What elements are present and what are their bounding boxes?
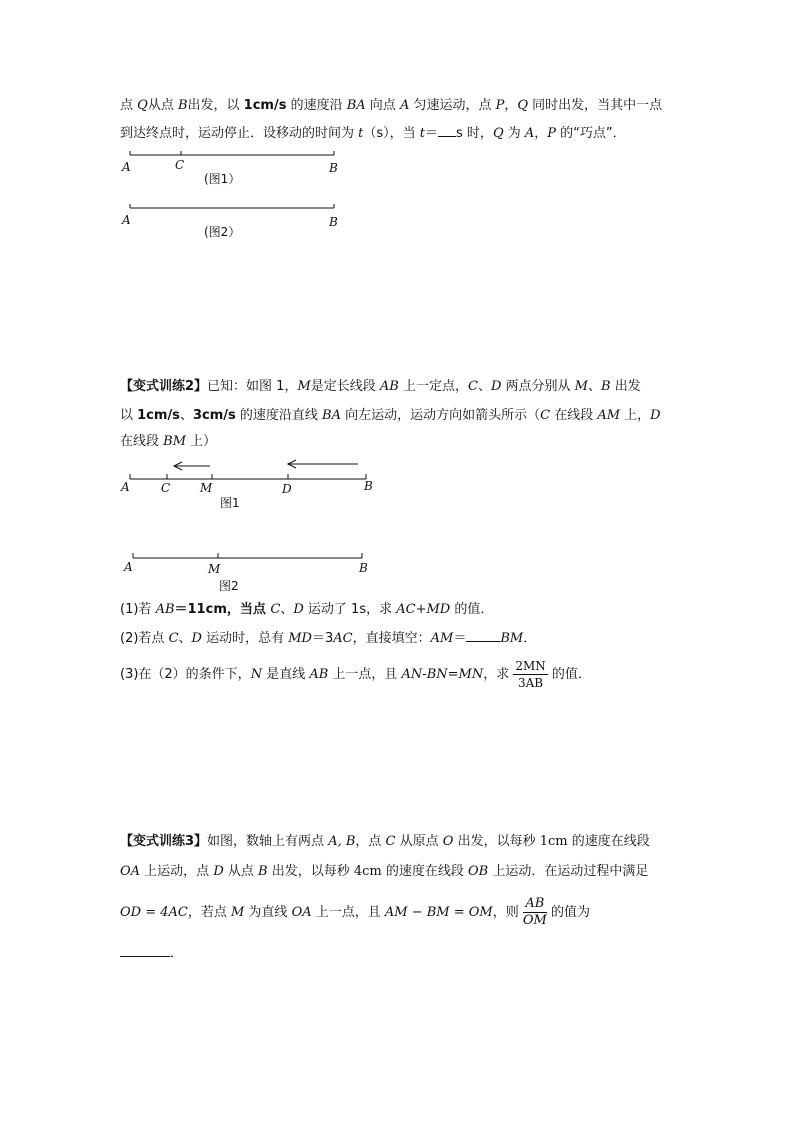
p3-line4: ． bbox=[120, 943, 183, 964]
fraction: $\frac{AB}{OM}$ bbox=[522, 896, 547, 928]
p3-line2: OA 上运动，点 D 从点 B 出发，以每秒 4cm 的速度在线段 OB 上运动．在运动过程中满足 bbox=[120, 864, 649, 879]
p1-line1: 点 Q从点 B出发，以 1cm/s 的速度沿 BA 向点 A 匀速运动，点 P，Q 同时出发，当其中一点 bbox=[120, 98, 663, 113]
p2-question-3: (3)在（2）的条件下，N 是直线 AB 上一点，且 AN-BN=MN，求 $\frac{2MN}{3AB}$ 的值． bbox=[120, 659, 591, 690]
section-tag: 【变式训练3】 bbox=[120, 834, 208, 849]
figure-caption: 图2 bbox=[219, 579, 239, 593]
p2-fig2 bbox=[123, 553, 368, 593]
label-c: C bbox=[175, 158, 185, 172]
left-arrow-icon bbox=[288, 460, 358, 468]
label-a: A bbox=[121, 480, 130, 494]
p2-line1: 【变式训练2】已知：如图 1，M是定长线段 AB 上一定点，C、D 两点分别从 M、B 出发 bbox=[120, 379, 641, 394]
p2-line3: 在线段 BM 上） bbox=[120, 434, 217, 449]
left-arrow-icon bbox=[174, 462, 210, 470]
label-m: M bbox=[200, 481, 213, 495]
label-c: C bbox=[161, 481, 171, 495]
p1-fig1 bbox=[121, 151, 338, 186]
p3-line1: 【变式训练3】如图，数轴上有两点 A, B，点 C 从原点 O 出发，以每秒 1cm 的速度在线段 bbox=[120, 834, 650, 849]
label-a: A bbox=[124, 560, 133, 574]
figure-caption: (图2） bbox=[204, 225, 241, 239]
label-b: B bbox=[329, 215, 338, 229]
section-tag: 【变式训练2】 bbox=[120, 379, 208, 394]
p1-line2: 到达终点时，运动停止．设移动的时间为 t（s），当 t＝ s 时，Q 为 A，P 的“巧点”． bbox=[120, 123, 626, 144]
label-b: B bbox=[329, 161, 338, 175]
answer-blank[interactable] bbox=[466, 628, 500, 642]
label-m: M bbox=[208, 562, 221, 576]
label-a: A bbox=[122, 160, 131, 174]
label-a: A bbox=[122, 213, 131, 227]
fraction: $\frac{2MN}{3AB}$ bbox=[515, 659, 546, 690]
answer-blank[interactable] bbox=[120, 943, 170, 957]
label-b: B bbox=[359, 561, 368, 575]
label-b: B bbox=[364, 479, 373, 493]
figure-caption: (图1） bbox=[204, 172, 241, 186]
figure-caption: 图1 bbox=[220, 496, 240, 510]
p3-line3: OD = 4AC，若点 M 为直线 OA 上一点，且 AM − BM = OM，则 $\frac{AB}{OM}$ 的值为 bbox=[120, 896, 590, 928]
p2-line2: 以 1cm/s、3cm/s 的速度沿直线 BA 向左运动，运动方向如箭头所示（C 在线段 AM 上，D bbox=[120, 408, 661, 423]
p2-fig1 bbox=[120, 460, 373, 510]
p1-fig2 bbox=[121, 204, 338, 239]
label-d: D bbox=[282, 482, 292, 496]
p2-question-1: (1)若 AB＝11cm，当点 C、D 运动了 1s，求 AC+MD 的值． bbox=[120, 602, 494, 617]
p2-question-2: (2)若点 C、D 运动时，总有 MD＝3AC，直接填空：AM＝ BM． bbox=[120, 628, 536, 649]
